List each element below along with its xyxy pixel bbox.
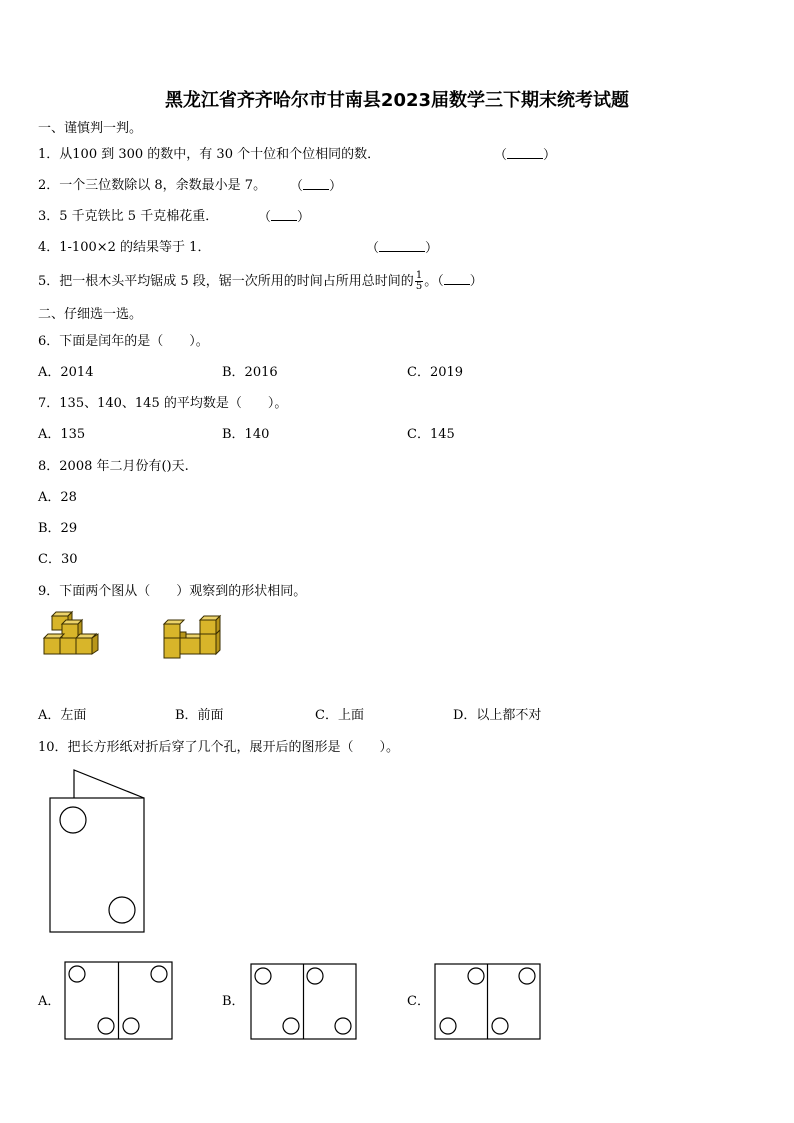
question-10-option-a-label[interactable]: A． (38, 994, 61, 1009)
question-5-text: 5．把一根木头平均锯成 5 段，锯一次所用的时间占所用总时间的 (38, 274, 414, 289)
question-9-option-d[interactable]: D．以上都不对 (453, 708, 542, 723)
question-9-option-a[interactable]: A．左面 (38, 708, 87, 723)
cube-figure-1 (42, 612, 106, 664)
question-10-option-a-figure[interactable] (64, 961, 174, 1041)
question-4-text: 4．1-100×2 的结果等于 1． (38, 240, 211, 255)
question-8-option-c[interactable]: C．30 (38, 552, 78, 567)
question-3-text: 3．5 千克铁比 5 千克棉花重． (38, 209, 219, 224)
question-7-text: 7．135、140、145 的平均数是（ ）。 (38, 396, 288, 411)
question-5-answer-blank[interactable] (444, 272, 470, 285)
question-9-text: 9．下面两个图从（ ）观察到的形状相同。 (38, 584, 307, 599)
question-1-text: 1．从100 到 300 的数中，有 30 个十位和个位相同的数． (38, 147, 381, 162)
question-1 (38, 146, 380, 164)
question-10-option-c-figure[interactable] (434, 963, 544, 1043)
question-1-answer-blank[interactable]: （ ） (494, 148, 557, 163)
folded-paper-figure (48, 768, 148, 936)
page-title: 黑龙江省齐齐哈尔市甘南县2023届数学三下期末统考试题 (164, 90, 630, 111)
question-2-answer-blank[interactable]: （ ） (290, 179, 343, 194)
question-7-option-b[interactable]: B．140 (222, 427, 270, 442)
question-9-option-c[interactable]: C．上面 (315, 708, 364, 723)
question-10-option-b-label[interactable]: B． (222, 994, 245, 1009)
question-10-option-c-label[interactable]: C． (407, 994, 430, 1009)
question-7-option-a[interactable]: A．135 (38, 427, 86, 442)
question-8-option-b[interactable]: B．29 (38, 521, 78, 536)
fraction-one-fifth: $\frac{1}{5}$ (415, 270, 423, 292)
question-2-text: 2．一个三位数除以 8，余数最小是 7。 (38, 178, 267, 193)
question-6-option-b[interactable]: B．2016 (222, 365, 278, 380)
question-6-option-a[interactable]: A．2014 (38, 365, 94, 380)
question-6-option-c[interactable]: C．2019 (407, 365, 464, 380)
question-10-option-b-figure[interactable] (250, 963, 360, 1043)
question-2 (38, 177, 266, 195)
question-3 (38, 208, 218, 226)
question-9-option-b[interactable]: B．前面 (175, 708, 224, 723)
question-6-text: 6．下面是闰年的是（ ）。 (38, 334, 209, 349)
question-5: 5．把一根木头平均锯成 5 段，锯一次所用的时间占所用总时间的 $\frac{1}{5}$ 。（ ） (38, 270, 483, 292)
section-2-heading: 二、仔细选一选。 (38, 307, 143, 322)
question-4 (38, 239, 210, 257)
cube-figure-2 (162, 614, 226, 664)
question-3-answer-blank[interactable]: （ ） (258, 210, 311, 225)
question-10-text: 10．把长方形纸对折后穿了几个孔，展开后的图形是（ ）。 (38, 740, 400, 755)
question-8-option-a[interactable]: A．28 (38, 490, 77, 505)
section-1-heading: 一、谨慎判一判。 (38, 121, 143, 136)
question-7-option-c[interactable]: C．145 (407, 427, 455, 442)
question-8-text: 8．2008 年二月份有()天. (38, 459, 189, 474)
question-4-answer-blank[interactable]: （ ） (366, 241, 439, 256)
